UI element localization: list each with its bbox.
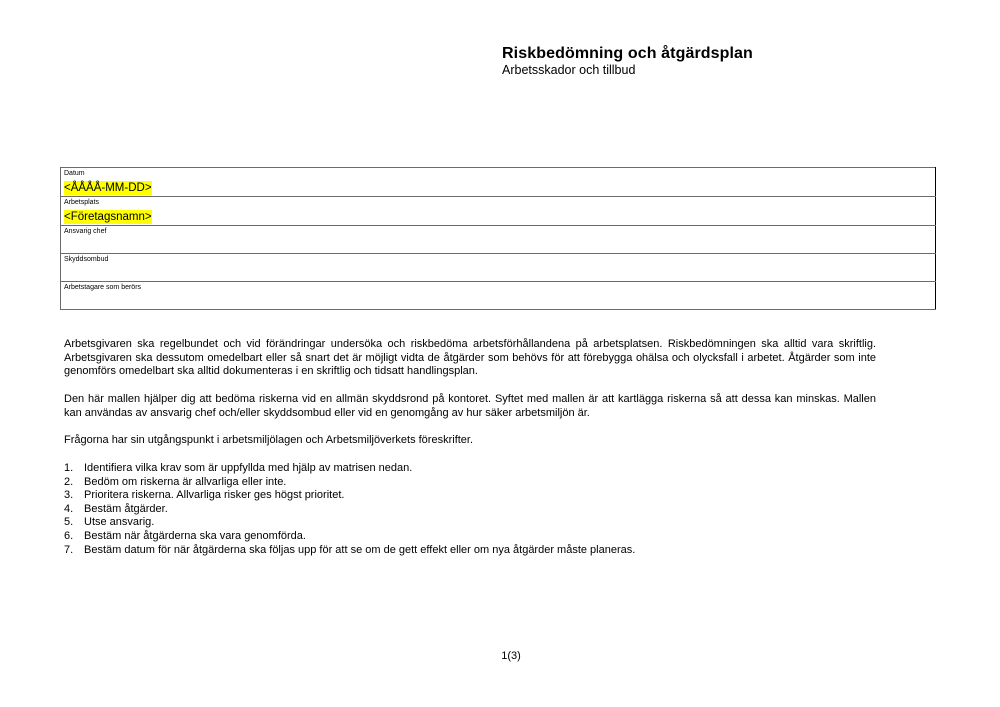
list-number: 2. xyxy=(64,475,74,488)
list-text: Bestäm när åtgärderna ska vara genomförda. xyxy=(84,529,306,542)
list-number: 4. xyxy=(64,502,74,515)
list-number: 6. xyxy=(64,529,74,542)
arbetsplats-field[interactable]: <Företagsnamn> xyxy=(64,211,152,223)
list-item xyxy=(64,516,635,530)
form-row-arbetstagare xyxy=(61,282,936,310)
list-text: Bestäm datum för när åtgärderna ska följas upp för att se om de gett effekt eller om nya åtgärder måste planeras. xyxy=(84,543,636,556)
arbetstagare-field[interactable] xyxy=(61,282,936,310)
document-subtitle: Arbetsskador och tillbud xyxy=(502,63,636,77)
info-form-table xyxy=(60,167,936,310)
list-item xyxy=(64,544,635,558)
list-item xyxy=(64,462,635,476)
document-title: Riskbedömning och åtgärdsplan xyxy=(502,45,753,62)
arbetsplats-label: Arbetsplats xyxy=(64,199,100,206)
list-item xyxy=(64,530,635,544)
datum-label: Datum xyxy=(64,170,85,177)
datum-field[interactable]: <ÅÅÅÅ-MM-DD> xyxy=(64,182,152,194)
list-text: Identifiera vilka krav som är uppfyllda med hjälp av matrisen nedan. xyxy=(84,462,413,474)
legal-basis-paragraph: Frågorna har sin utgångspunkt i arbetsmiljölagen och Arbetsmiljöverkets föreskrifter. xyxy=(64,434,474,446)
arbetstagare-label: Arbetstagare som berörs xyxy=(64,284,142,291)
steps-list xyxy=(64,462,635,557)
list-item xyxy=(64,489,635,503)
list-number: 1. xyxy=(64,462,74,474)
skyddsombud-field[interactable] xyxy=(61,254,936,282)
list-item xyxy=(64,476,635,490)
arbetsplats-cell[interactable] xyxy=(61,197,936,226)
template-purpose-paragraph: Den här mallen hjälper dig att bedöma riskerna vid en allmän skyddsrond på kontoret. Syftet med mallen är att kartlägga riskerna så att dessa kan minskas. Mallen kan användas av ansvarig chef och/eller skyddsombud eller vid en genomgång av hur säker arbetsmiljön är. xyxy=(64,393,876,419)
list-number: 3. xyxy=(64,489,74,502)
form-row-ansvarig-chef xyxy=(61,226,936,254)
list-text: Prioritera riskerna. Allvarliga risker ges högst prioritet. xyxy=(84,489,345,502)
list-number: 5. xyxy=(64,516,74,529)
page-number: 1(3) xyxy=(501,650,521,662)
list-text: Bestäm åtgärder. xyxy=(84,502,168,515)
list-text: Bedöm om riskerna är allvarliga eller inte. xyxy=(84,475,287,488)
intro-paragraph: Arbetsgivaren ska regelbundet och vid förändringar undersöka och riskbedöma arbetsförhållandena på arbetsplatsen. Riskbedömningen ska alltid vara skriftlig. Arbetsgivaren ska dessutom omedelbart eller så snart det är möjligt vidta de åtgärder som behövs för att förebygga ohälsa och olycksfall i arbetet. Åtgärder som inte genomförs omedelbart ska alltid dokumenteras i en skriftlig och tidsatt handlingsplan. xyxy=(64,338,876,378)
list-text: Utse ansvarig. xyxy=(84,516,155,529)
document-header xyxy=(502,44,753,78)
ansvarig-chef-field[interactable] xyxy=(61,226,936,254)
skyddsombud-label: Skyddsombud xyxy=(64,256,109,263)
datum-cell[interactable] xyxy=(61,168,936,197)
form-row-datum xyxy=(61,168,936,197)
form-row-skyddsombud xyxy=(61,254,936,282)
list-item xyxy=(64,503,635,517)
form-row-arbetsplats xyxy=(61,197,936,226)
list-number: 7. xyxy=(64,543,74,556)
ansvarig-chef-label: Ansvarig chef xyxy=(64,228,107,235)
